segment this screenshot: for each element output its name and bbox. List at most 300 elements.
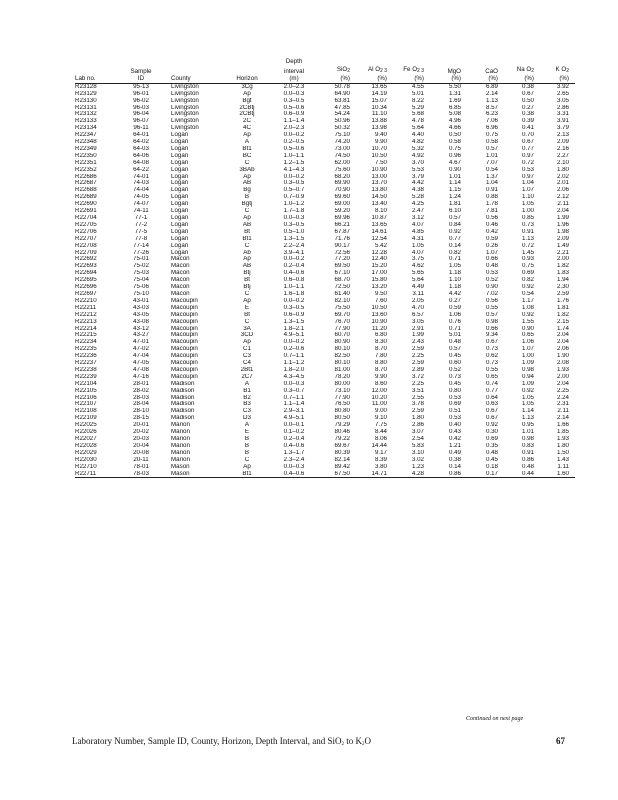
cell-sample-id: 96-02	[133, 97, 149, 104]
cell-lab-no: R22238	[75, 366, 97, 373]
cell-fe2o3: 3.10	[411, 449, 424, 456]
cell-lab-no: R22694	[75, 270, 97, 277]
cell-na2o: 1.13	[521, 235, 534, 242]
cell-sample-id: 77-14	[133, 242, 149, 249]
cell-sio2: 73.00	[334, 145, 350, 152]
cell-lab-no: R22028	[75, 442, 97, 449]
cell-na2o: 0.92	[521, 387, 534, 394]
cell-sample-id: 47-05	[133, 360, 149, 367]
table-row	[75, 132, 575, 139]
cell-depth: 0.0–0.2	[283, 339, 305, 346]
cell-al2o3: 9.10	[374, 415, 387, 422]
cell-horizon: Btj	[243, 284, 251, 291]
cell-na2o: 1.07	[521, 346, 534, 353]
header-fe2o3: Fe $O_{2 3}$	[403, 65, 424, 74]
cell-sample-id: 77-8	[134, 235, 148, 242]
cell-mgo: 0.84	[448, 221, 461, 228]
cell-sio2: 79.29	[334, 422, 350, 429]
cell-mgo: 0.58	[448, 139, 461, 146]
cell-k2o: 1.74	[556, 325, 569, 332]
table-row	[75, 270, 575, 277]
table-row	[75, 250, 575, 257]
cell-lab-no: R22690	[75, 201, 97, 208]
cell-county: Mason	[163, 471, 225, 478]
cell-horizon: C	[244, 290, 250, 297]
table-row	[75, 443, 575, 450]
cell-al2o3: 14.19	[371, 90, 387, 97]
cell-cao: 7.02	[485, 290, 498, 297]
cell-lab-no: R22239	[75, 373, 97, 380]
cell-fe2o3: 5.65	[411, 270, 424, 277]
cell-al2o3: 13.65	[371, 221, 387, 228]
table-row	[75, 208, 575, 215]
cell-depth: 1.3–1.5	[283, 318, 305, 325]
cell-k2o: 1.90	[556, 353, 569, 360]
cell-sample-id: 64-01	[133, 132, 149, 139]
cell-mgo: 0.59	[448, 304, 461, 311]
cell-sio2: 90.17	[334, 242, 350, 249]
cell-k2o: 3.79	[556, 125, 569, 132]
cell-fe2o3: 1.05	[411, 242, 424, 249]
cell-sio2: 69.00	[334, 201, 350, 208]
cell-fe2o3: 3.75	[411, 256, 424, 263]
cell-county: Macoupin	[171, 311, 198, 318]
cell-k2o: 2.06	[556, 346, 569, 353]
cell-mgo: 1.31	[448, 90, 461, 97]
cell-mgo: 6.10	[448, 208, 461, 215]
cell-sio2: 67.10	[334, 270, 350, 277]
cell-fe2o3: 5.28	[411, 194, 424, 201]
cell-sample-id: 43-27	[133, 332, 149, 339]
cell-k2o: 2.59	[556, 290, 569, 297]
cell-sio2: 77.20	[334, 256, 350, 263]
cell-sample-id: 28-04	[133, 401, 149, 408]
cell-cao: 0.56	[485, 297, 498, 304]
cell-fe2o3: 2.25	[411, 353, 424, 360]
table-row	[75, 153, 575, 160]
cell-mgo: 1.06	[448, 311, 461, 318]
cell-na2o: 0.67	[521, 90, 534, 97]
cell-horizon: C	[244, 159, 250, 166]
data-table-container	[75, 58, 575, 478]
cell-horizon: D3	[243, 415, 251, 422]
cell-county: Logan	[171, 180, 189, 187]
table-row	[75, 395, 575, 402]
cell-sio2: 69.96	[334, 215, 350, 221]
cell-na2o: 0.54	[521, 290, 534, 297]
cell-lab-no: R23134	[75, 125, 97, 132]
cell-mgo: 4.67	[448, 159, 461, 166]
cell-fe2o3: 5.01	[411, 90, 424, 97]
cell-horizon: Ap	[243, 463, 251, 470]
cell-mgo: 1.05	[448, 263, 461, 270]
cell-k2o: 2.14	[556, 415, 569, 422]
cell-lab-no: R22105	[75, 387, 97, 394]
cell-na2o: 0.38	[521, 111, 534, 118]
cell-horizon: C3	[243, 408, 251, 415]
cell-cao: 7.81	[485, 208, 498, 215]
cell-county: Logan	[171, 159, 189, 166]
cell-na2o: 0.53	[521, 166, 534, 173]
cell-fe2o3: 4.92	[411, 152, 424, 159]
cell-sio2: 73.10	[334, 387, 350, 394]
cell-county: Marion	[171, 442, 190, 449]
cell-sample-id: 28-03	[133, 394, 149, 401]
cell-k2o: 2.65	[556, 90, 569, 97]
cell-mgo: 4.96	[448, 118, 461, 125]
table-row	[75, 367, 575, 374]
cell-horizon: C1	[243, 346, 251, 353]
cell-cao: 2.14	[485, 90, 498, 97]
cell-sample-id: 20-08	[133, 449, 149, 456]
cell-k2o: 2.12	[556, 194, 569, 201]
cell-sample-id: 20-04	[133, 442, 149, 449]
cell-mgo: 0.52	[448, 366, 461, 373]
cell-sio2: 80.50	[334, 415, 350, 422]
header-spacer	[119, 58, 163, 66]
cell-sio2: 59.20	[334, 208, 350, 215]
cell-lab-no: R22349	[75, 145, 97, 152]
cell-al2o3: 10.90	[371, 166, 387, 173]
cell-mgo: 1.01	[448, 173, 461, 180]
cell-sio2: 68.70	[334, 277, 350, 284]
cell-sample-id: 20-11	[133, 456, 149, 463]
cell-cao: 6.23	[485, 111, 498, 118]
cell-k2o: 2.04	[556, 380, 569, 387]
cell-k2o: 3.91	[556, 118, 569, 125]
cell-depth: 0.0–0.2	[283, 297, 305, 304]
cell-fe2o3: 5.64	[411, 277, 424, 284]
cell-cao: 0.45	[485, 456, 498, 463]
cell-sample-id: 77-1	[134, 215, 148, 221]
cell-mgo: 0.75	[448, 145, 461, 152]
cell-k2o: 2.24	[556, 394, 569, 401]
cell-na2o: 0.39	[521, 118, 534, 125]
table-row	[75, 401, 575, 408]
cell-k2o: 1.60	[540, 471, 575, 478]
cell-depth: 0.2–0.4	[283, 436, 305, 442]
cell-county: Livingston	[171, 97, 199, 104]
cell-cao: 0.98	[485, 318, 498, 325]
cell-depth: 0.7–1.1	[283, 353, 305, 360]
cell-al2o3: 8.44	[374, 429, 387, 436]
cell-sio2: 50.32	[334, 125, 350, 132]
cell-sio2: 80.80	[334, 408, 350, 415]
table-row	[75, 312, 575, 319]
cell-sio2: 60.70	[334, 332, 350, 339]
cell-lab-no: R22348	[75, 139, 97, 146]
cell-k2o: 1.82	[556, 311, 569, 318]
cell-al2o3: 8.06	[374, 436, 387, 442]
cell-na2o: 1.00	[521, 208, 534, 215]
cell-lab-no: R22704	[75, 215, 97, 221]
cell-mgo: 0.43	[448, 429, 461, 436]
cell-county: Marion	[171, 449, 190, 456]
cell-horizon: Bt1	[242, 235, 252, 242]
cell-horizon: 3Cg	[241, 83, 253, 90]
cell-depth: 0.4–0.6	[283, 442, 305, 449]
cell-lab-no: R22693	[75, 263, 97, 270]
header-spacer	[225, 58, 269, 66]
table-row	[75, 180, 575, 187]
table-row	[75, 83, 575, 90]
cell-na2o: 0.75	[521, 263, 534, 270]
cell-depth: 0.6–0.9	[283, 311, 305, 318]
cell-k2o: 1.50	[556, 449, 569, 456]
cell-mgo: 0.86	[430, 471, 467, 478]
cell-horizon: A	[244, 139, 250, 146]
header-depth-line3: (m)	[269, 75, 319, 83]
cell-sio2: 80.10	[334, 346, 350, 353]
cell-horizon: A	[244, 380, 250, 387]
table-row	[75, 243, 575, 250]
cell-horizon: B3	[243, 401, 251, 408]
cell-k2o: 2.25	[556, 387, 569, 394]
cell-fe2o3: 5.29	[411, 104, 424, 111]
cell-cao: 0.67	[485, 415, 498, 422]
cell-al2o3: 13.65	[371, 83, 387, 90]
cell-county: Madison	[171, 387, 195, 394]
cell-county: Logan	[171, 228, 189, 235]
cell-fe2o3: 6.57	[411, 311, 424, 318]
cell-horizon: C	[244, 456, 250, 463]
cell-horizon: Bgtj	[241, 201, 253, 208]
cell-k2o: 2.01	[556, 180, 569, 187]
cell-mgo: 0.96	[448, 152, 461, 159]
cell-sample-id: 43-05	[133, 311, 149, 318]
cell-sample-id: 64-03	[133, 145, 149, 152]
cell-depth: 0.5–0.6	[283, 104, 305, 111]
cell-horizon: B	[244, 436, 250, 442]
cell-depth: 1.0–1.2	[283, 201, 305, 208]
cell-al2o3: 8.39	[374, 456, 387, 463]
cell-al2o3: 13.60	[371, 311, 387, 318]
table-row	[75, 332, 575, 339]
cell-mgo: 0.53	[448, 394, 461, 401]
cell-depth: 0.4–0.6	[269, 471, 319, 478]
cell-al2o3: 9.00	[374, 408, 387, 415]
cell-lab-no: R22211	[75, 304, 97, 311]
table-row	[75, 436, 575, 443]
cell-depth: 2.0–2.3	[283, 125, 305, 132]
cell-k2o: 2.04	[556, 339, 569, 346]
table-row	[75, 167, 575, 174]
table-row	[75, 291, 575, 298]
cell-sample-id: 75-03	[133, 270, 149, 277]
cell-horizon: Bt	[244, 228, 250, 235]
cell-sample-id: 64-22	[133, 166, 149, 173]
cell-na2o: 0.98	[521, 436, 534, 442]
cell-na2o: 1.07	[521, 187, 534, 194]
header-sio2: SiO$_2$	[336, 65, 350, 74]
cell-al2o3: 6.80	[374, 332, 387, 339]
cell-county: Logan	[171, 139, 189, 146]
cell-depth: 4.9–5.1	[283, 415, 305, 422]
cell-k2o: 3.05	[556, 97, 569, 104]
cell-sample-id: 74-01	[133, 173, 149, 180]
cell-depth: 1.2–1.5	[283, 159, 305, 166]
cell-k2o: 1.83	[556, 270, 569, 277]
cell-depth: 1.1–1.4	[283, 401, 305, 408]
cell-mgo: 0.60	[448, 360, 461, 367]
cell-lab-no: R23130	[75, 97, 97, 104]
cell-lab-no: R22695	[75, 277, 97, 284]
cell-na2o: 0.93	[521, 256, 534, 263]
cell-sample-id: 43-01	[133, 297, 149, 304]
table-row	[75, 160, 575, 167]
cell-mgo: 0.38	[448, 456, 461, 463]
cell-fe2o3: 3.78	[411, 401, 424, 408]
cell-sio2: 54.24	[334, 111, 350, 118]
cell-sample-id: 28-01	[133, 380, 149, 387]
cell-depth: 0.5–0.7	[283, 187, 305, 194]
cell-fe2o3: 3.02	[411, 456, 424, 463]
cell-fe2o3: 3.70	[411, 159, 424, 166]
cell-depth: 3.9–4.1	[283, 249, 305, 256]
cell-na2o: 0.70	[521, 132, 534, 139]
cell-cao: 0.42	[485, 228, 498, 235]
cell-cao: 0.52	[485, 277, 498, 284]
cell-na2o: 0.83	[521, 442, 534, 449]
table-row	[75, 284, 575, 291]
cell-fe2o3: 4.31	[411, 235, 424, 242]
cell-k2o: 1.85	[556, 429, 569, 436]
cell-mgo: 0.90	[448, 166, 461, 173]
cell-cao: 0.65	[485, 373, 498, 380]
cell-depth: 4.3–4.5	[283, 373, 305, 380]
cell-sample-id: 47-16	[133, 373, 149, 380]
cell-county: Livingston	[171, 125, 199, 132]
cell-horizon: Ap	[243, 132, 251, 139]
cell-na2o: 0.69	[521, 270, 534, 277]
cell-mgo: 0.45	[448, 380, 461, 387]
cell-county: Macon	[171, 270, 190, 277]
cell-sio2: 63.81	[334, 97, 350, 104]
cell-lab-no: R22025	[75, 422, 97, 429]
cell-sio2: 66.21	[334, 221, 350, 228]
cell-sio2: 67.50	[319, 471, 356, 478]
cell-mgo: 1.69	[448, 97, 461, 104]
cell-lab-no: R22708	[75, 242, 97, 249]
cell-cao: 0.74	[485, 380, 498, 387]
cell-depth: 0.7–0.9	[283, 194, 305, 201]
cell-mgo: 1.18	[448, 270, 461, 277]
cell-horizon: 2C	[243, 118, 251, 125]
cell-mgo: 0.76	[448, 318, 461, 325]
table-row	[75, 146, 575, 153]
cell-cao: 0.57	[485, 145, 498, 152]
cell-depth: 0.0–0.2	[283, 132, 305, 139]
cell-al2o3: 7.60	[374, 297, 387, 304]
cell-county: Macoupin	[171, 325, 198, 332]
cell-na2o: 1.00	[521, 353, 534, 360]
cell-fe2o3: 3.51	[411, 387, 424, 394]
table-row	[75, 118, 575, 125]
cell-lab-no: R22689	[75, 194, 97, 201]
cell-k2o: 1.76	[556, 297, 569, 304]
cell-mgo: 0.51	[448, 408, 461, 415]
cell-k2o: 1.93	[556, 366, 569, 373]
cell-na2o: 1.05	[521, 201, 534, 208]
cell-k2o: 2.08	[556, 360, 569, 367]
table-row	[75, 236, 575, 243]
cell-depth: 0.2–0.4	[283, 263, 305, 270]
cell-al2o3: 3.80	[374, 463, 387, 470]
table-row	[75, 381, 575, 388]
cell-county: Logan	[171, 201, 189, 208]
cell-mgo: 1.81	[448, 201, 461, 208]
cell-na2o: 0.72	[521, 159, 534, 166]
cell-county: Marion	[171, 422, 190, 429]
cell-cao: 0.55	[485, 304, 498, 311]
cell-fe2o3: 2.59	[411, 346, 424, 353]
cell-horizon: Ab	[243, 249, 251, 256]
cell-k2o: 1.80	[556, 166, 569, 173]
cell-mgo: 0.71	[448, 256, 461, 263]
cell-lab-no: R22212	[75, 311, 97, 318]
cell-mgo: 1.14	[448, 180, 461, 187]
cell-cao: 0.67	[485, 408, 498, 415]
cell-depth: 1.8–2.1	[283, 325, 305, 332]
cell-lab-no: R22215	[75, 332, 97, 339]
table-row	[75, 201, 575, 208]
cell-mgo: 0.49	[448, 449, 461, 456]
cell-lab-no: R22687	[75, 180, 97, 187]
cell-k2o: 2.27	[556, 152, 569, 159]
cell-sio2: 69.90	[334, 180, 350, 187]
cell-na2o: 0.50	[521, 97, 534, 104]
cell-lab-no: R22692	[75, 256, 97, 263]
table-row	[75, 408, 575, 415]
cell-al2o3: 14.71	[356, 471, 393, 478]
cell-sample-id: 20-02	[133, 429, 149, 436]
table-row	[75, 98, 575, 105]
cell-al2o3: 8.10	[374, 208, 387, 215]
cell-cao: 0.46	[485, 221, 498, 228]
cell-fe2o3: 4.55	[411, 83, 424, 90]
cell-na2o: 0.82	[521, 277, 534, 284]
cell-sio2: 64.90	[334, 90, 350, 97]
cell-k2o: 1.11	[557, 463, 569, 470]
cell-al2o3: 12.54	[371, 235, 387, 242]
cell-k2o: 2.30	[556, 284, 569, 291]
cell-cao: 7.06	[485, 118, 498, 125]
cell-county: Livingston	[171, 111, 199, 118]
cell-al2o3: 10.50	[371, 152, 387, 159]
header-unit: (%)	[430, 75, 467, 83]
cell-al2o3: 11.10	[371, 111, 387, 118]
cell-depth: 0.6–0.8	[283, 277, 305, 284]
cell-al2o3: 10.20	[371, 394, 387, 401]
cell-sample-id: 74-05	[133, 194, 149, 201]
cell-mgo: 1.21	[448, 442, 461, 449]
cell-depth: 0.0–0.1	[283, 422, 305, 429]
cell-fe2o3: 4.62	[411, 263, 424, 270]
cell-county: Logan	[171, 173, 189, 180]
cell-county: Livingston	[171, 90, 199, 97]
cell-depth: 0.0–0.2	[283, 173, 305, 180]
cell-depth: 1.1–1.2	[283, 360, 305, 367]
table-row	[75, 374, 575, 381]
cell-k2o: 3.31	[556, 111, 569, 118]
cell-county: Macoupin	[171, 346, 198, 353]
cell-cao: 0.55	[485, 366, 498, 373]
header-sample-line1: Sample	[130, 67, 152, 75]
cell-mgo: 0.14	[448, 463, 461, 470]
cell-na2o: 1.10	[521, 194, 534, 201]
cell-mgo: 0.92	[448, 228, 461, 235]
cell-county: Macoupin	[171, 353, 198, 360]
